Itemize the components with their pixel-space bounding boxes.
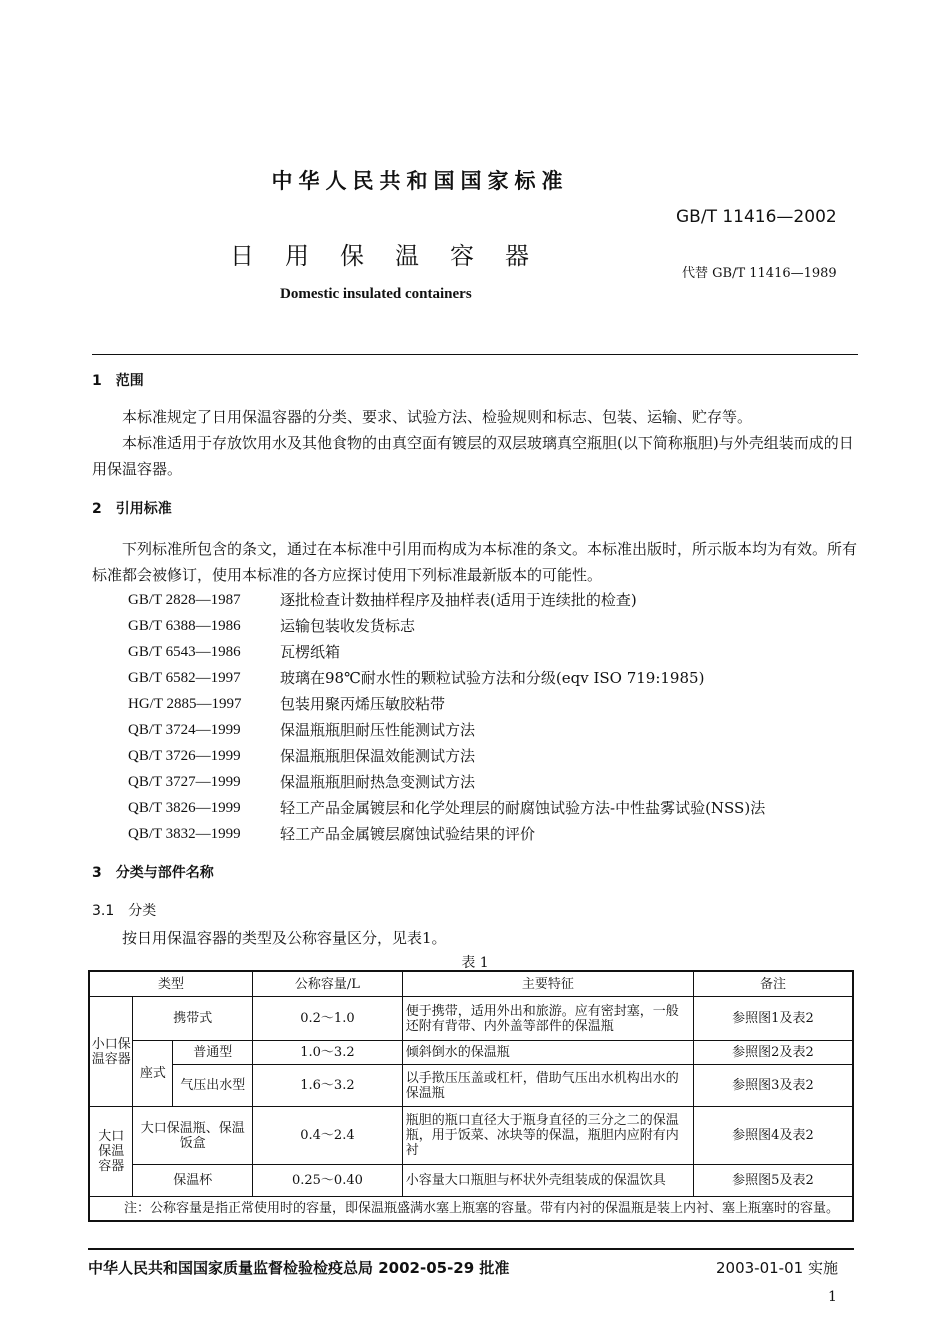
row-feature: 便于携带，适用外出和旅游。应有密封塞，一般还附有背带、内外盖等部件的保温瓶 — [402, 997, 693, 1041]
section-1-paragraph-2: 本标准适用于存放饮用水及其他食物的由真空面有镀层的双层玻璃真空瓶胆(以下简称瓶胆)与外壳组装而成的日用保温容器。 — [92, 434, 854, 478]
row-feature: 瓶胆的瓶口直径大于瓶身直径的三分之二的保温瓶，用于饭菜、冰块等的保温，瓶胆内应附有内衬 — [402, 1107, 693, 1165]
reference-code: GB/T 6582—1997 — [128, 670, 241, 686]
section-2-intro-text: 下列标准所包含的条文，通过在本标准中引用而构成为本标准的条文。本标准出版时，所示版本均为有效。所有标准都会被修订，使用本标准的各方应探讨使用下列标准最新版本的可能性。 — [92, 540, 858, 584]
replaces-note: 代替 GB/T 11416—1989 — [682, 266, 837, 281]
document-title-en: Domestic insulated containers — [280, 286, 472, 302]
table-row — [89, 1041, 853, 1065]
reference-item — [128, 639, 765, 665]
implementation-date: 2003-01-01 实施 — [716, 1259, 838, 1277]
row-capacity: 0.2～1.0 — [253, 997, 403, 1041]
reference-code: QB/T 3826—1999 — [128, 800, 241, 816]
table-footnote-row — [89, 1197, 853, 1222]
reference-code: GB/T 6543—1986 — [128, 644, 241, 660]
reference-title: 玻璃在98℃耐水性的颗粒试验方法和分级(eqv ISO 719:1985) — [280, 669, 705, 687]
section-1-heading: 1 范围 — [92, 373, 144, 389]
reference-title: 轻工产品金属镀层腐蚀试验结果的评价 — [280, 825, 536, 843]
standard-number: GB/T 11416—2002 — [676, 207, 837, 227]
reference-code: GB/T 6388—1986 — [128, 618, 241, 634]
page-number: 1 — [828, 1289, 837, 1305]
row-type: 气压出水型 — [173, 1065, 253, 1107]
reference-item — [128, 717, 765, 743]
classification-table — [88, 970, 854, 1222]
row-type: 普通型 — [173, 1041, 253, 1065]
row-note: 参照图3及表2 — [693, 1065, 853, 1107]
reference-title: 瓦楞纸箱 — [280, 643, 341, 661]
reference-list — [128, 587, 765, 847]
reference-code: QB/T 3726—1999 — [128, 748, 241, 764]
section-3-1-heading: 3.1 分类 — [92, 903, 157, 919]
reference-code: QB/T 3724—1999 — [128, 722, 241, 738]
row-feature: 以手揿压压盖或杠杆，借助气压出水机构出水的保温瓶 — [402, 1065, 693, 1107]
reference-code: GB/T 2828—1987 — [128, 592, 241, 608]
header-note: 备注 — [693, 971, 853, 997]
top-divider — [92, 354, 858, 355]
row-type: 携带式 — [133, 997, 253, 1041]
reference-item — [128, 587, 765, 613]
row-type: 保温杯 — [133, 1165, 253, 1197]
reference-item — [128, 691, 765, 717]
reference-title: 保温瓶瓶胆耐热急变测试方法 — [280, 773, 476, 791]
reference-title: 运输包装收发货标志 — [280, 617, 416, 635]
reference-title: 包装用聚丙烯压敏胶粘带 — [280, 695, 446, 713]
group-seat: 座式 — [133, 1041, 173, 1107]
reference-item — [128, 769, 765, 795]
document-title-cn: 日用保温容器 — [230, 242, 560, 270]
reference-code: QB/T 3727—1999 — [128, 774, 241, 790]
table-row — [89, 1165, 853, 1197]
reference-title: 逐批检查计数抽样程序及抽样表(适用于连续批的检查) — [280, 591, 637, 609]
row-note: 参照图5及表2 — [693, 1165, 853, 1197]
reference-item — [128, 665, 765, 691]
reference-code: QB/T 3832—1999 — [128, 826, 241, 842]
table-row — [89, 1065, 853, 1107]
section-2-heading: 2 引用标准 — [92, 501, 172, 517]
header-feature: 主要特征 — [402, 971, 693, 997]
row-note: 参照图1及表2 — [693, 997, 853, 1041]
row-feature: 倾斜倒水的保温瓶 — [402, 1041, 693, 1065]
row-capacity: 1.6～3.2 — [253, 1065, 403, 1107]
header-type: 类型 — [89, 971, 253, 997]
table-caption: 表 1 — [461, 955, 489, 971]
reference-item — [128, 821, 765, 847]
section-3-1-intro: 按日用保温容器的类型及公称容量区分，见表1。 — [122, 929, 447, 947]
group-large-mouth: 大口保温容器 — [89, 1107, 133, 1197]
reference-item — [128, 795, 765, 821]
reference-item — [128, 613, 765, 639]
reference-title: 保温瓶瓶胆保温效能测试方法 — [280, 747, 476, 765]
reference-item — [128, 743, 765, 769]
row-capacity: 0.25～0.40 — [253, 1165, 403, 1197]
section-1-body — [92, 404, 858, 482]
table-footnote: 注：公称容量是指正常使用时的容量，即保温瓶盛满水塞上瓶塞的容量。带有内衬的保温瓶是装上内衬、塞上瓶塞时的容量。 — [89, 1197, 853, 1222]
table-header-row — [89, 971, 853, 997]
row-note: 参照图2及表2 — [693, 1041, 853, 1065]
section-3-heading: 3 分类与部件名称 — [92, 865, 214, 881]
reference-title: 轻工产品金属镀层和化学处理层的耐腐蚀试验方法-中性盐雾试验(NSS)法 — [280, 799, 766, 817]
reference-code: HG/T 2885—1997 — [128, 696, 242, 712]
row-capacity: 1.0～3.2 — [253, 1041, 403, 1065]
row-feature: 小容量大口瓶胆与杯状外壳组装成的保温饮具 — [402, 1165, 693, 1197]
group-small-mouth: 小口保温容器 — [89, 997, 133, 1107]
table-row — [89, 1107, 853, 1165]
approval-line: 中华人民共和国国家质量监督检验检疫总局 2002-05-29 批准 — [88, 1259, 510, 1277]
header-capacity: 公称容量/L — [253, 971, 403, 997]
section-2-intro — [92, 536, 858, 588]
row-note: 参照图4及表2 — [693, 1107, 853, 1165]
bottom-divider — [88, 1248, 854, 1250]
reference-title: 保温瓶瓶胆耐压性能测试方法 — [280, 721, 476, 739]
section-1-paragraph-1: 本标准规定了日用保温容器的分类、要求、试验方法、检验规则和标志、包装、运输、贮存等。 — [122, 408, 753, 426]
national-standard-title: 中华人民共和国国家标准 — [271, 169, 569, 193]
table-row — [89, 997, 853, 1041]
row-type: 大口保温瓶、保温饭盒 — [133, 1107, 253, 1165]
row-capacity: 0.4～2.4 — [253, 1107, 403, 1165]
